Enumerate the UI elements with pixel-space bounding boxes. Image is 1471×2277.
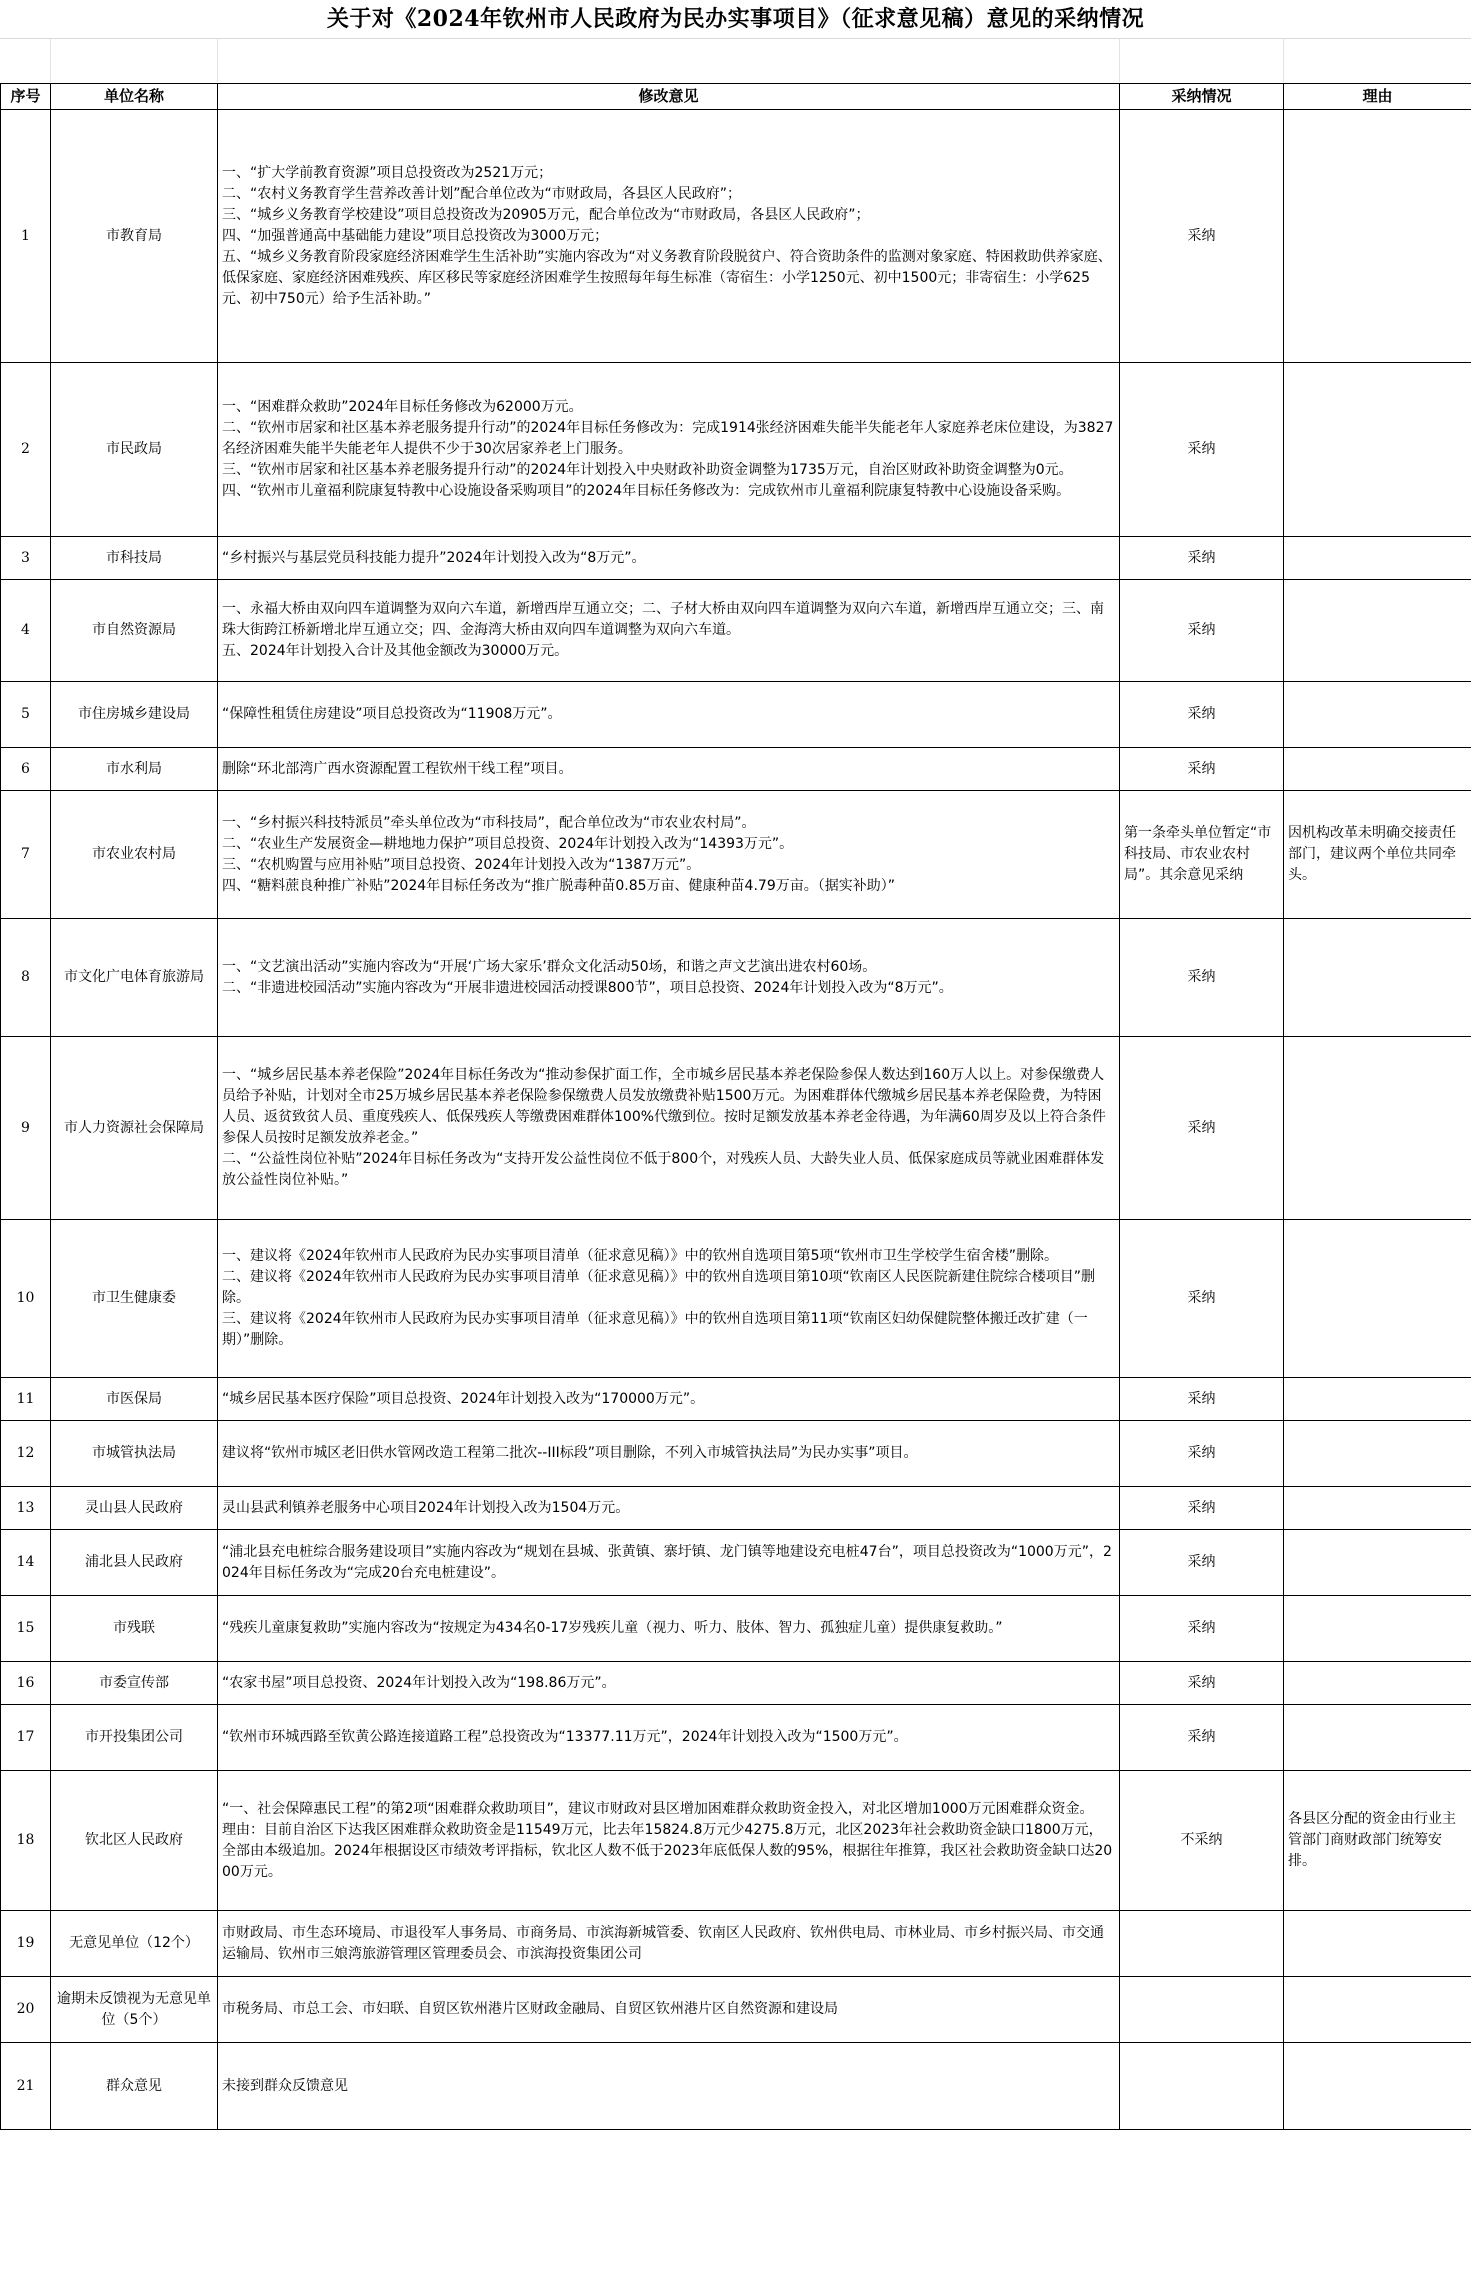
unit-name: 市住房城乡建设局 — [51, 682, 218, 748]
adoption-status: 不采纳 — [1120, 1771, 1284, 1911]
unit-name: 群众意见 — [51, 2043, 218, 2130]
opinion-line: 二、建议将《2024年钦州市人民政府为民办实事项目清单（征求意见稿）》中的钦州自选项目第10项“钦南区人民医院新建住院综合楼项目”删除。 — [222, 1269, 1095, 1306]
opinion-line: 二、“公益性岗位补贴”2024年目标任务改为“支持开发公益性岗位不低于800个，对残疾人员、大龄失业人员、低保家庭成员等就业困难群体发放公益性岗位补贴。” — [222, 1151, 1105, 1188]
unit-name: 逾期未反馈视为无意见单位（5个） — [51, 1977, 218, 2043]
reason-cell — [1284, 1596, 1471, 1662]
opinion-line: 一、建议将《2024年钦州市人民政府为民办实事项目清单（征求意见稿）》中的钦州自选项目第5项“钦州市卫生学校学生宿舍楼”删除。 — [222, 1248, 1059, 1264]
table-row — [1, 110, 1471, 363]
opinion-cell — [218, 1662, 1120, 1705]
adoption-status: 采纳 — [1120, 1530, 1284, 1596]
header-status: 采纳情况 — [1120, 84, 1284, 110]
reason-cell — [1284, 1911, 1471, 1977]
row-number: 21 — [1, 2043, 51, 2130]
opinion-cell — [218, 363, 1120, 537]
table-row — [1, 1705, 1471, 1771]
reason-cell — [1284, 2043, 1471, 2130]
table-row — [1, 1662, 1471, 1705]
table-row — [1, 537, 1471, 580]
row-number: 20 — [1, 1977, 51, 2043]
unit-name: 市水利局 — [51, 748, 218, 791]
opinion-line: 未接到群众反馈意见 — [222, 2077, 348, 2094]
adoption-status: 采纳 — [1120, 580, 1284, 682]
row-number: 12 — [1, 1421, 51, 1487]
opinion-cell — [218, 1378, 1120, 1421]
opinion-cell — [218, 1421, 1120, 1487]
opinion-line: 删除“环北部湾广西水资源配置工程钦州干线工程”项目。 — [222, 760, 573, 777]
unit-name: 无意见单位（12个） — [51, 1911, 218, 1977]
adoption-status: 采纳 — [1120, 1378, 1284, 1421]
table-row — [1, 1530, 1471, 1596]
opinion-cell — [218, 682, 1120, 748]
adoption-status: 采纳 — [1120, 1421, 1284, 1487]
table-body — [1, 110, 1471, 2130]
adoption-status — [1120, 2043, 1284, 2130]
table-row — [1, 1037, 1471, 1220]
opinion-line: 一、“乡村振兴科技特派员”牵头单位改为“市科技局”，配合单位改为“市农业农村局”。 — [222, 814, 756, 831]
row-number: 3 — [1, 537, 51, 580]
row-number: 15 — [1, 1596, 51, 1662]
adoption-status: 采纳 — [1120, 682, 1284, 748]
row-number: 7 — [1, 791, 51, 919]
table-row — [1, 1977, 1471, 2043]
unit-name: 钦北区人民政府 — [51, 1771, 218, 1911]
opinion-cell — [218, 1530, 1120, 1596]
table-row — [1, 1487, 1471, 1530]
opinion-line: 灵山县武利镇养老服务中心项目2024年计划投入改为1504万元。 — [222, 1499, 630, 1516]
opinion-line: 一、“困难群众救助”2024年目标任务修改为62000万元。 — [222, 399, 583, 415]
row-number: 16 — [1, 1662, 51, 1705]
opinion-line: 建议将“钦州市城区老旧供水管网改造工程第二批次--III标段”项目删除，不列入市城管执法局”为民办实事”项目。 — [222, 1445, 918, 1461]
opinion-cell — [218, 791, 1120, 919]
reason-cell — [1284, 919, 1471, 1037]
reason-cell: 因机构改革未明确交接责任部门，建议两个单位共同牵头。 — [1284, 791, 1471, 919]
header-row — [1, 84, 1471, 110]
opinion-cell — [218, 1220, 1120, 1378]
reason-cell — [1284, 1705, 1471, 1771]
row-number: 14 — [1, 1530, 51, 1596]
reason-cell — [1284, 537, 1471, 580]
adoption-status: 采纳 — [1120, 1037, 1284, 1220]
opinion-cell — [218, 1037, 1120, 1220]
reason-cell — [1284, 1037, 1471, 1220]
table-row — [1, 919, 1471, 1037]
unit-name: 市城管执法局 — [51, 1421, 218, 1487]
opinion-line: 五、“城乡义务教育阶段家庭经济困难学生生活补助”实施内容改为“对义务教育阶段脱贫户、符合资助条件的监测对象家庭、特困救助供养家庭、低保家庭、家庭经济困难残疾、库区移民等家庭经济困难学生按照每年每生标准（寄宿生：小学1250元、初中1500元；非寄宿生：小学625元、初中750元）给予生活补助。” — [222, 248, 1112, 307]
opinion-line: 一、永福大桥由双向四车道调整为双向六车道，新增西岸互通立交；二、子材大桥由双向四车道调整为双向六车道，新增西岸互通立交；三、南珠大街跨江桥新增北岸互通立交；四、金海湾大桥由双向四车道调整为双向六车道。 — [222, 601, 1104, 638]
opinion-line: 三、“城乡义务教育学校建设”项目总投资改为20905万元，配合单位改为“市财政局，各县区人民政府”； — [222, 206, 870, 223]
unit-name: 市人力资源社会保障局 — [51, 1037, 218, 1220]
adoption-status: 采纳 — [1120, 1662, 1284, 1705]
table-row — [1, 682, 1471, 748]
adoption-status: 采纳 — [1120, 748, 1284, 791]
adoption-status: 采纳 — [1120, 363, 1284, 537]
table-row — [1, 1771, 1471, 1911]
opinion-line: 理由：目前自治区下达我区困难群众救助资金是11549万元，比去年15824.8万元少4275.8万元，北区2023年社会救助资金缺口1800万元，全部由本级追加。2024年根据设区市绩效考评指标，钦北区人数不低于2023年底低保人数的95%，根据往年推算，我区社会救助资金缺口达2000万元。 — [222, 1821, 1113, 1880]
opinion-line: 市财政局、市生态环境局、市退役军人事务局、市商务局、市滨海新城管委、钦南区人民政府、钦州供电局、市林业局、市乡村振兴局、市交通运输局、钦州市三娘湾旅游管理区管理委员会、市滨海投资集团公司 — [222, 1924, 1104, 1962]
adoption-status: 采纳 — [1120, 1705, 1284, 1771]
row-number: 19 — [1, 1911, 51, 1977]
table-row — [1, 1378, 1471, 1421]
unit-name: 市民政局 — [51, 363, 218, 537]
opinion-cell — [218, 748, 1120, 791]
unit-name: 市自然资源局 — [51, 580, 218, 682]
unit-name: 市文化广电体育旅游局 — [51, 919, 218, 1037]
opinion-line: “浦北县充电桩综合服务建设项目”实施内容改为“规划在县城、张黄镇、寨圩镇、龙门镇等地建设充电桩47台”，项目总投资改为“1000万元”，2024年目标任务改为“完成20台充电桩建设”。 — [222, 1543, 1112, 1581]
opinion-line: “保障性租赁住房建设”项目总投资改为“11908万元”。 — [222, 706, 562, 722]
row-number: 4 — [1, 580, 51, 682]
reason-cell — [1284, 1487, 1471, 1530]
opinion-line: “城乡居民基本医疗保险”项目总投资、2024年计划投入改为“170000万元”。 — [222, 1390, 705, 1407]
adoption-table — [0, 83, 1471, 2130]
opinion-cell — [218, 1977, 1120, 2043]
unit-name: 市教育局 — [51, 110, 218, 363]
opinion-cell — [218, 1911, 1120, 1977]
unit-name: 市医保局 — [51, 1378, 218, 1421]
reason-cell — [1284, 110, 1471, 363]
opinion-line: 一、“城乡居民基本养老保险”2024年目标任务改为“推动参保扩面工作，全市城乡居民基本养老保险参保人数达到160万人以上。对参保缴费人员给予补贴，计划对全市25万城乡居民基本养老保险参保缴费人员发放缴费补贴1500万元。为困难群体代缴城乡居民基本养老保险费，为特困人员、返贫致贫人员、重度残疾人、低保残疾人等缴费困难群体100%代缴到位。按时足额发放基本养老金待遇，为年满60周岁及以上符合条件参保人员按时足额发放养老金。” — [222, 1067, 1106, 1146]
row-number: 18 — [1, 1771, 51, 1911]
unit-name: 灵山县人民政府 — [51, 1487, 218, 1530]
reason-cell — [1284, 1977, 1471, 2043]
table-row — [1, 580, 1471, 682]
reason-cell — [1284, 1378, 1471, 1421]
adoption-status: 采纳 — [1120, 919, 1284, 1037]
unit-name: 市残联 — [51, 1596, 218, 1662]
opinion-cell — [218, 537, 1120, 580]
adoption-status — [1120, 1911, 1284, 1977]
opinion-line: “乡村振兴与基层党员科技能力提升”2024年计划投入改为“8万元”。 — [222, 549, 646, 566]
opinion-cell — [218, 1705, 1120, 1771]
opinion-line: “钦州市环城西路至钦黄公路连接道路工程”总投资改为“13377.11万元”，2024年计划投入改为“1500万元”。 — [222, 1729, 908, 1745]
table-row — [1, 791, 1471, 919]
opinion-cell — [218, 110, 1120, 363]
opinion-line: 三、“农机购置与应用补贴”项目总投资、2024年计划投入改为“1387万元”。 — [222, 856, 701, 873]
adoption-status: 第一条牵头单位暂定“市科技局、市农业农村局”。其余意见采纳 — [1120, 791, 1284, 919]
row-number: 8 — [1, 919, 51, 1037]
row-number: 17 — [1, 1705, 51, 1771]
reason-cell — [1284, 1220, 1471, 1378]
opinion-line: 三、建议将《2024年钦州市人民政府为民办实事项目清单（征求意见稿）》中的钦州自选项目第11项“钦南区妇幼保健院整体搬迁改扩建（一期）”删除。 — [222, 1311, 1088, 1348]
table-row — [1, 2043, 1471, 2130]
header-reason: 理由 — [1284, 84, 1471, 110]
row-number: 10 — [1, 1220, 51, 1378]
unit-name: 市开投集团公司 — [51, 1705, 218, 1771]
row-number: 2 — [1, 363, 51, 537]
adoption-status: 采纳 — [1120, 537, 1284, 580]
table-row — [1, 1421, 1471, 1487]
row-number: 11 — [1, 1378, 51, 1421]
reason-cell — [1284, 580, 1471, 682]
opinion-cell — [218, 1596, 1120, 1662]
opinion-line: 四、“加强普通高中基础能力建设”项目总投资改为3000万元； — [222, 227, 609, 244]
reason-cell — [1284, 363, 1471, 537]
opinion-line: 二、“农村义务教育学生营养改善计划”配合单位改为“市财政局，各县区人民政府”； — [222, 185, 742, 202]
adoption-status: 采纳 — [1120, 1487, 1284, 1530]
opinion-cell — [218, 2043, 1120, 2130]
row-number: 1 — [1, 110, 51, 363]
reason-cell — [1284, 748, 1471, 791]
row-number: 6 — [1, 748, 51, 791]
unit-name: 市科技局 — [51, 537, 218, 580]
adoption-status: 采纳 — [1120, 1220, 1284, 1378]
row-number: 5 — [1, 682, 51, 748]
header-opinion: 修改意见 — [218, 84, 1120, 110]
row-number: 9 — [1, 1037, 51, 1220]
opinion-line: 四、“钦州市儿童福利院康复特教中心设施设备采购项目”的2024年目标任务修改为：完成钦州市儿童福利院康复特教中心设施设备采购。 — [222, 483, 1071, 499]
reason-cell — [1284, 1421, 1471, 1487]
opinion-line: “农家书屋”项目总投资、2024年计划投入改为“198.86万元”。 — [222, 1674, 616, 1691]
opinion-line: 一、“文艺演出活动”实施内容改为“开展‘广场大家乐’群众文化活动50场，和谐之声文艺演出进农村60场。 — [222, 958, 877, 975]
adoption-status: 采纳 — [1120, 1596, 1284, 1662]
opinion-line: “一、社会保障惠民工程”的第2项“困难群众救助项目”，建议市财政对县区增加困难群众救助资金投入，对北区增加1000万元困难群众资金。 — [222, 1800, 1094, 1817]
unit-name: 市委宣传部 — [51, 1662, 218, 1705]
row-number: 13 — [1, 1487, 51, 1530]
opinion-cell — [218, 1487, 1120, 1530]
header-unit: 单位名称 — [51, 84, 218, 110]
opinion-line: 五、2024年计划投入合计及其他金额改为30000万元。 — [222, 643, 569, 659]
unit-name: 浦北县人民政府 — [51, 1530, 218, 1596]
opinion-line: 二、“钦州市居家和社区基本养老服务提升行动”的2024年目标任务修改为：完成1914张经济困难失能半失能老年人家庭养老床位建设，为3827名经济困难失能半失能老年人提供不少于30次居家养老上门服务。 — [222, 420, 1114, 457]
opinion-cell — [218, 580, 1120, 682]
opinion-line: 一、“扩大学前教育资源”项目总投资改为2521万元； — [222, 164, 553, 181]
opinion-line: 二、“非遗进校园活动”实施内容改为“开展非遗进校园活动授课800节”，项目总投资、2024年计划投入改为“8万元”。 — [222, 979, 953, 996]
reason-cell: 各县区分配的资金由行业主管部门商财政部门统筹安排。 — [1284, 1771, 1471, 1911]
reason-cell — [1284, 1530, 1471, 1596]
table-row — [1, 748, 1471, 791]
opinion-line: “残疾儿童康复救助”实施内容改为“按规定为434名0-17岁残疾儿童（视力、听力、肢体、智力、孤独症儿童）提供康复救助。” — [222, 1620, 1003, 1636]
table-row — [1, 363, 1471, 537]
reason-cell — [1284, 1662, 1471, 1705]
table-row — [1, 1596, 1471, 1662]
adoption-status — [1120, 1977, 1284, 2043]
opinion-line: 三、“钦州市居家和社区基本养老服务提升行动”的2024年计划投入中央财政补助资金调整为1735万元，自治区财政补助资金调整为0元。 — [222, 462, 1073, 478]
blank-spacer-row — [0, 38, 1471, 82]
unit-name: 市农业农村局 — [51, 791, 218, 919]
opinion-line: 市税务局、市总工会、市妇联、自贸区钦州港片区财政金融局、自贸区钦州港片区自然资源和建设局 — [222, 2001, 838, 2017]
adoption-status: 采纳 — [1120, 110, 1284, 363]
opinion-cell — [218, 919, 1120, 1037]
page-title: 关于对《2024年钦州市人民政府为民办实事项目》（征求意见稿）意见的采纳情况 — [326, 6, 1145, 32]
opinion-cell — [218, 1771, 1120, 1911]
opinion-line: 四、“糖料蔗良种推广补贴”2024年目标任务改为“推广脱毒种苗0.85万亩、健康种苗4.79万亩。（据实补助）” — [222, 877, 895, 894]
header-seq: 序号 — [1, 84, 51, 110]
table-row — [1, 1911, 1471, 1977]
reason-cell — [1284, 682, 1471, 748]
opinion-line: 二、“农业生产发展资金—耕地地力保护”项目总投资、2024年计划投入改为“14393万元”。 — [222, 835, 794, 852]
table-row — [1, 1220, 1471, 1378]
unit-name: 市卫生健康委 — [51, 1220, 218, 1378]
